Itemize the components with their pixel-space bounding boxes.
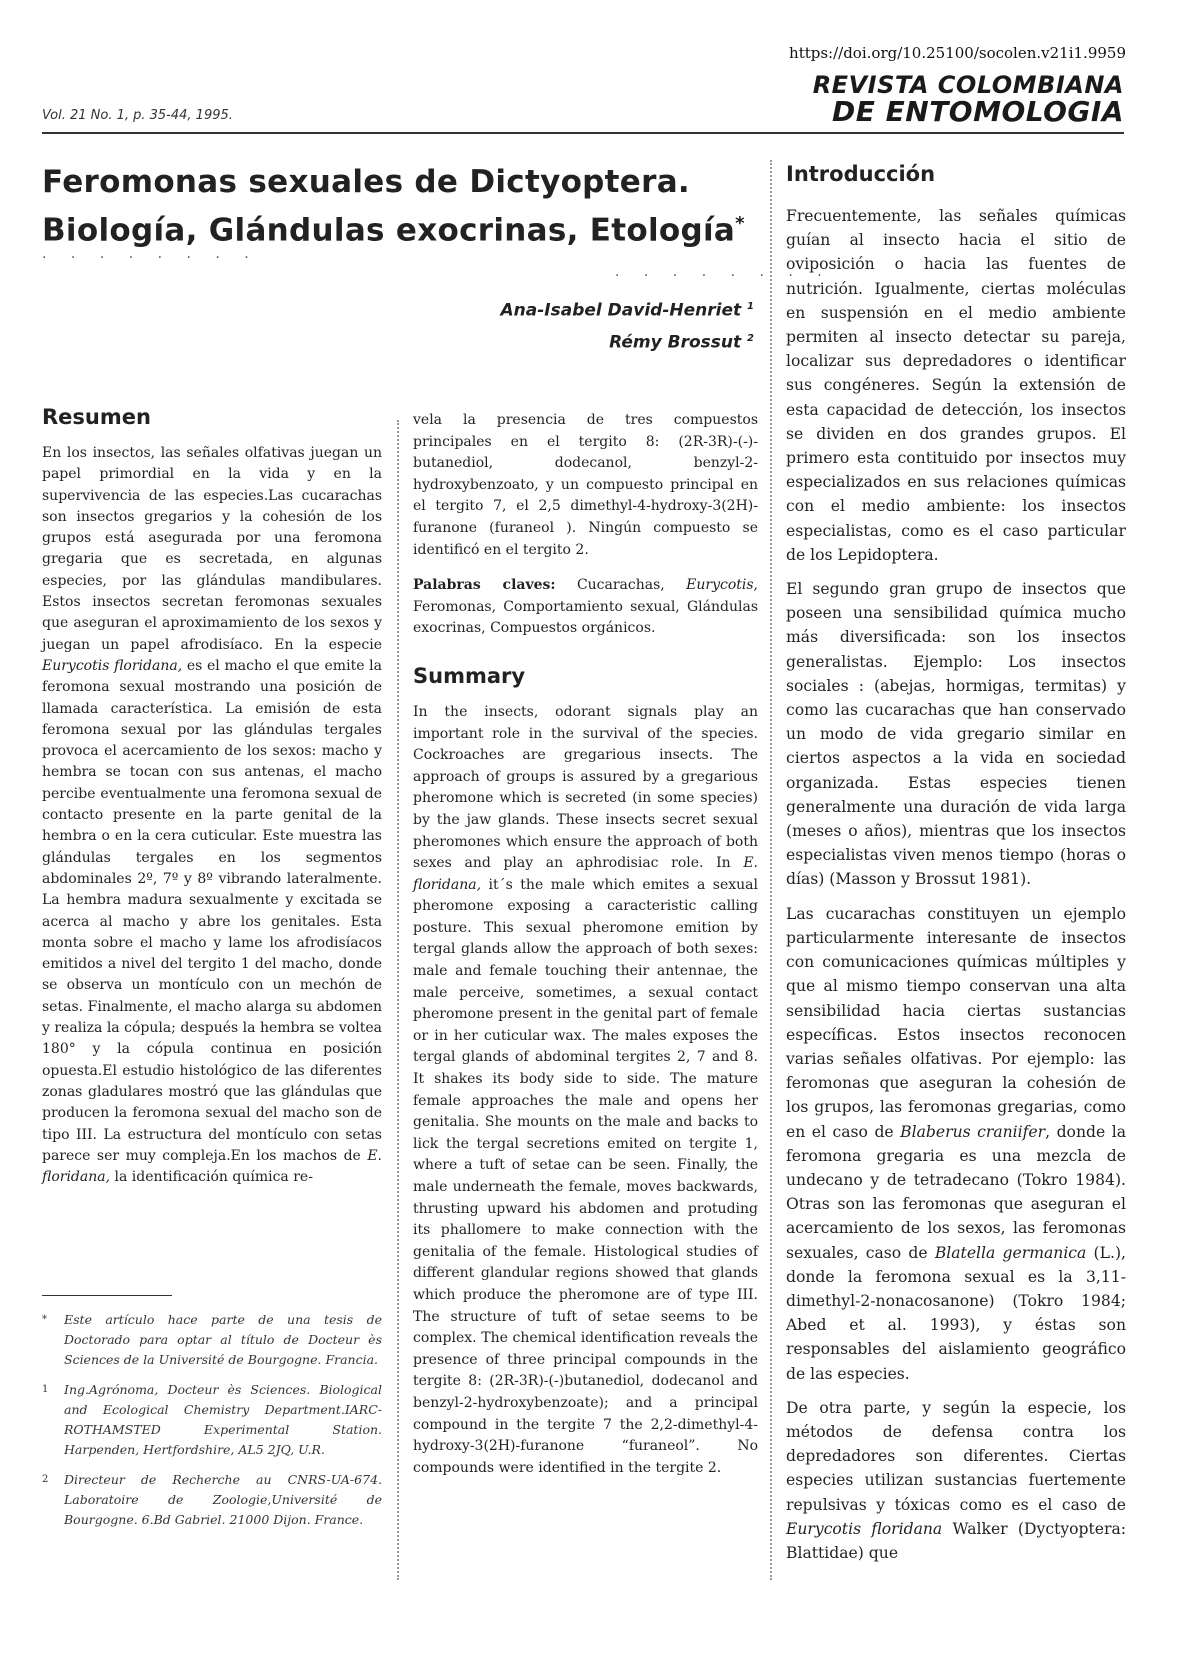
intro-p4-species: Eurycotis floridana [786, 1519, 943, 1538]
title-line2-text: Biología, Glándulas exocrinas, Etología [42, 212, 736, 249]
resumen-text [42, 443, 382, 1188]
resumen-species-2: E. floridana, [42, 1147, 382, 1186]
header-rule [42, 132, 1124, 134]
intro-p4-b: Walker (Dyctyoptera: Blattidae) que [786, 1519, 1127, 1562]
footnote-mark: 1 [42, 1384, 49, 1395]
footnote-text: Directeur de Recherche au CNRS-UA-674. Laboratoire de Zoologie,Université de Bourgogne. 6.Bd Gabriel. 21000 Dijon. France. [64, 1472, 382, 1527]
column-divider [770, 160, 776, 1580]
summary-heading: Summary [413, 663, 526, 688]
keywords-label: Palabras claves: [413, 577, 556, 594]
title-line1: Feromonas sexuales de Dictyoptera. [42, 164, 691, 200]
footnote-text: Ing.Agrónoma, Docteur ès Sciences. Biological and Ecological Chemistry Department.IARC-ROTHAMSTED Experimental Station. Harpenden, Hertfordshire, AL5 2JQ, U.R. [64, 1382, 382, 1457]
authors [394, 293, 754, 356]
intro-p3-b: , donde la feromona gregaria es una mezcla de undecano y de tetradecano (Tokro 1984). Otras son las feromonas que aseguran el acercamiento de los sexos, las feromonas sexuales, caso de [786, 1122, 1126, 1262]
middle-column [413, 410, 758, 1479]
footnote [42, 1470, 382, 1530]
summary-species: E. floridana, [413, 855, 758, 893]
keywords [413, 575, 758, 640]
intro-p3-a: Las cucarachas constituyen un ejemplo particularmente interesante de insectos con comunicaciones químicas múltiples y que al mismo tiempo conservan una alta sensibilidad hacia ciertas sustancias específicas. Estos insectos reconocen varias señales olfativas. Por ejemplo: las feromonas que aseguran la cohesión de los grupos, las feromonas gregarias, como en el caso de [786, 904, 1126, 1141]
intro-p4-a: De otra parte, y según la especie, los métodos de defensa contra los depredadores son diferentes. Ciertas especies utilizan sustancias fuertemente repulsivas y tóxicas como es el caso de [786, 1398, 1126, 1514]
author-dots-divider: · · · · · · · · [615, 268, 832, 284]
resumen-heading: Resumen [42, 405, 151, 429]
volume-info: Vol. 21 No. 1, p. 35-44, 1995. [42, 108, 233, 123]
author-1-mark: 1 [747, 301, 754, 312]
keywords-text-b: , Feromonas, Comportamiento sexual, Glándulas exocrinas, Compuestos orgánicos. [413, 577, 758, 637]
summary-text [413, 702, 758, 1479]
footnote-rule [42, 1295, 172, 1296]
introduccion-heading: Introducción [786, 162, 936, 186]
intro-paragraph-1: Frecuentemente, las señales químicas guían al insecto hacia el sitio de oviposición o hacia las fuentes de nutrición. Igualmente, ciertas moléculas en suspensión en el medio ambiente permiten al insecto detectar su pareja, localizar sus depredadores o identificar sus congéneres. Según la extensión de esta capacidad de detección, los insectos se dividen en dos grandes grupos. El primero esta contituido por insectos muy especializados en sus relaciones químicas con el medio ambiente: los insectos especialistas, como es el caso particular de los Lepidoptera. [786, 207, 1126, 564]
intro-p3-species-1: Blaberus craniifer [900, 1122, 1046, 1141]
introduccion-section [786, 162, 1126, 1565]
article-title [42, 162, 762, 251]
resumen-section [42, 405, 382, 1188]
footnotes [42, 1310, 382, 1540]
summary-text-a: In the insects, odorant signals play an important role in the survival of the species. Cockroaches are gregarious insects. The approach of groups is assured by a gregarious pheromone which is secreted (in some species) by the jaw glands. These insects secret sexual pheromones which ensure the approach of both sexes and play an aphrodisiac role. In [413, 703, 758, 872]
journal-name-line1: REVISTA COLOMBIANA [812, 71, 1124, 99]
intro-paragraph-2: El segundo gran grupo de insectos que poseen una sensibilidad química mucho más diversificada: son los insectos generalistas. Ejemplo: Los insectos sociales : (abejas, hormigas, termitas) y como las cucarachas que han conservado un modo de vida gregario similar en ciertos aspectos a la vida en sociedad organizada. Estas especies tienen generalmente una duración de vida larga (meses o años), mientras que los insectos especialistas viven menos tiempo (horas o días) (Masson y Brossut 1981). [786, 580, 1126, 889]
title-footnote-mark: * [735, 213, 745, 234]
resumen-text-c-start: la identificación química re- [110, 1169, 313, 1186]
summary-text-b: it´s the male which emites a sexual pheromone exposing a caracteristic calling posture. This sexual pheromone emition by tergal glands allow the approach of both sexes: male and female touching their antennae, the male perceive, sometimes, a sexual contact pheromone present in the genital part of female or in her cuticular wax. The males exposes the tergal glands of abdominal tergites 2, 7 and 8. It shakes its body side to side. The mature female approaches the male and opens her genitalia. She mounts on the male and backs to lick the tergal secretions emited on tergite 1, where a tuft of setae can be seen. Finally, the male underneath the female, moves backwards, thrusting upward his abdomen and protuding its phallomere to make connection with the genitalia of the female. Histological studies of different glandular regions showed that glands which produce the pheromone are of type III. The structure of tuft of setae seems to be complex. The chemical identification reveals the presence of three principal compounds in the tergite 8: (2R-3R)-(-)butanediol, dodecanol and benzyl-2-hydroxybenzoate); and a principal compound in the tergite 7 the 2,2-dimethyl-4-hydroxy-3(2H)-furanone “furaneol”. No compounds were identified in the tergite 2. [413, 876, 758, 1476]
footnote [42, 1380, 382, 1460]
author-2-name: Rémy Brossut [609, 332, 742, 353]
intro-p3-c: (L.), donde la feromona sexual es la 3,11-dimethyl-2-nonacosanone) (Tokro 1984; Abed et al. 1993), y éstas son responsables del aislamiento geográfico de las especies. [786, 1243, 1126, 1383]
intro-paragraph-3 [786, 902, 1126, 1386]
intro-paragraph-4 [786, 1396, 1126, 1565]
footnote [42, 1310, 382, 1370]
resumen-text-b: es el macho el que emite la feromona sexual mostrando una posición de llamada característica. La emisión de esta feromona sexual por las glándulas tergales provoca el acercamiento de los sexos: macho y hembra se tocan con sus antenas, el macho percibe eventualmente una feromona sexual de contacto presente en la parte genital de la hembra o en la cera cuticular. Este muestra las glándulas tergales en los segmentos abdominales 2º, 7º y 8º vibrando lateralmente. La hembra madura sexualmente y excitada se acerca al macho y abre los genitales. Esta monta sobre el macho y lame los afrodisíacos emitidos a nivel del tergito 1 del macho, donde se observa un montículo con un mechón de setas. Finalmente, el macho alarga su abdomen y realiza la cópula; después la hembra se voltea 180° y la cópula continua en posición opuesta.El estudio histológico de las diferentes zonas gladulares mostró que las glándulas que producen la feromona sexual del macho son de tipo III. La estructura del montículo con setas parece ser muy compleja.En los machos de [42, 657, 382, 1164]
journal-name [813, 72, 1124, 126]
resumen-text-a: En los insectos, las señales olfativas juegan un papel primordial en la vida y en la supervivencia de las especies.Las cucarachas son insectos gregarios y la cohesión de los grupos está asegurada por una feromona gregaria que es secretada, en algunas especies, por las glándulas mandibulares. Estos insectos secretan feromonas sexuales que aseguran el aproximamiento de los sexos y juegan un papel afrodisíaco. En la especie [42, 445, 382, 653]
keywords-species: Eurycotis [686, 577, 754, 594]
resumen-species-1: Eurycotis floridana, [42, 657, 183, 674]
author-2 [394, 325, 754, 357]
author-1-name: Ana-Isabel David-Henriet [500, 300, 742, 321]
resumen-continuation: vela la presencia de tres compuestos principales en el tergito 8: (2R-3R)-(-)-butanediol, dodecanol, benzyl-2-hydroxybenzoato, y un compuesto principal en el tergito 7, el 2,5 dimethyl-4-hydroxy-3(2H)-furanone (furaneol ). Ningún compuesto se identificó en el tergito 2. [413, 412, 758, 558]
journal-name-line2: DE ENTOMOLOGIA [832, 95, 1124, 128]
author-1 [394, 293, 754, 325]
footnote-text: Este artículo hace parte de una tesis de Doctorado para optar al título de Docteur ès Sciences de la Université de Bourgogne. Francia. [64, 1312, 382, 1367]
footnote-mark: * [42, 1314, 47, 1325]
title-dots-divider: · · · · · · · · [42, 250, 259, 266]
intro-p3-species-2: Blatella germanica [934, 1243, 1087, 1262]
footnote-mark: 2 [42, 1474, 49, 1485]
title-line2 [42, 203, 762, 251]
author-2-mark: 2 [747, 332, 754, 344]
keywords-text-a: Cucarachas, [555, 577, 687, 594]
column-divider [397, 420, 403, 1580]
doi-link[interactable]: https://doi.org/10.25100/socolen.v21i1.9959 [789, 44, 1126, 62]
